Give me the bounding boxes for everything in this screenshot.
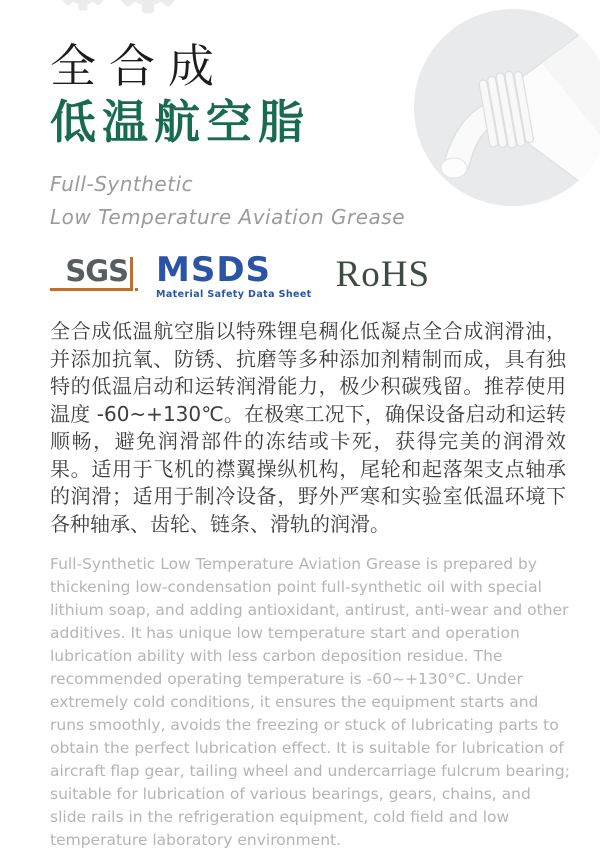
product-title-cn-line1: 全合成 xyxy=(50,39,227,93)
msds-subtitle: Material Safety Data Sheet xyxy=(156,288,312,300)
sgs-accent-vline xyxy=(130,257,133,291)
msds-label: MSDS xyxy=(156,249,272,290)
description-english: Full-Synthetic Low Temperature Aviation Grease is prepared by thickening low-condensation point full-synthetic oil with special lithium soap, and adding antioxidant, antirust, anti-wear and other additives. It has unique low temperature start and operation lubrication ability with less carbon deposition residue. The recommended operating temperature is -60~+130°C. Under extremely cold conditions, it ensures the equipment starts and runs smoothly, avoids the freezing or stuck of lubricating parts to obtain the perfect lubrication effect. It is suitable for lubrication of aircraft flap gear, tailing wheel and undercarriage fulcrum bearing; suitable for lubrication of various bearings, gears, chains, and slide rails in the refrigeration equipment, cold field and low temperature laboratory environment. xyxy=(50,555,570,849)
rohs-logo: RoHS xyxy=(335,253,431,295)
subtitle-line2: Low Temperature Aviation Grease xyxy=(50,205,406,229)
subtitle-line1: Full-Synthetic xyxy=(50,172,194,196)
gear-icon xyxy=(109,0,187,18)
sgs-accent-underline xyxy=(50,288,133,291)
sgs-logo xyxy=(50,254,138,298)
description-chinese: 全合成低温航空脂以特殊锂皂稠化低凝点全合成润滑油，并添加抗氧、防锈、抗磨等多种添加剂精制而成，具有独特的低温启动和运转润滑能力，极少积碳残留。推荐使用温度 -60~+130℃。在极寒工况下，确保设备启动和运转顺畅，避免润滑部件的冻结或卡死，获得完美的润滑效果。适用于飞机的襟翼操纵机构，尾轮和起落架支点轴承的润滑；适用于制冷设备，野外严寒和实验室低温环境下各种轴承、齿轮、链条、滑轨的润滑。 xyxy=(50,319,566,536)
main-content xyxy=(50,40,570,852)
product-title-cn-line2: 低温航空脂 xyxy=(50,95,310,149)
certification-badges xyxy=(50,250,570,302)
msds-logo xyxy=(156,249,312,300)
sgs-accent-dot xyxy=(135,288,138,291)
gear-icon xyxy=(54,0,112,14)
sgs-label: SGS xyxy=(65,254,128,288)
product-subtitle-en xyxy=(50,168,570,234)
